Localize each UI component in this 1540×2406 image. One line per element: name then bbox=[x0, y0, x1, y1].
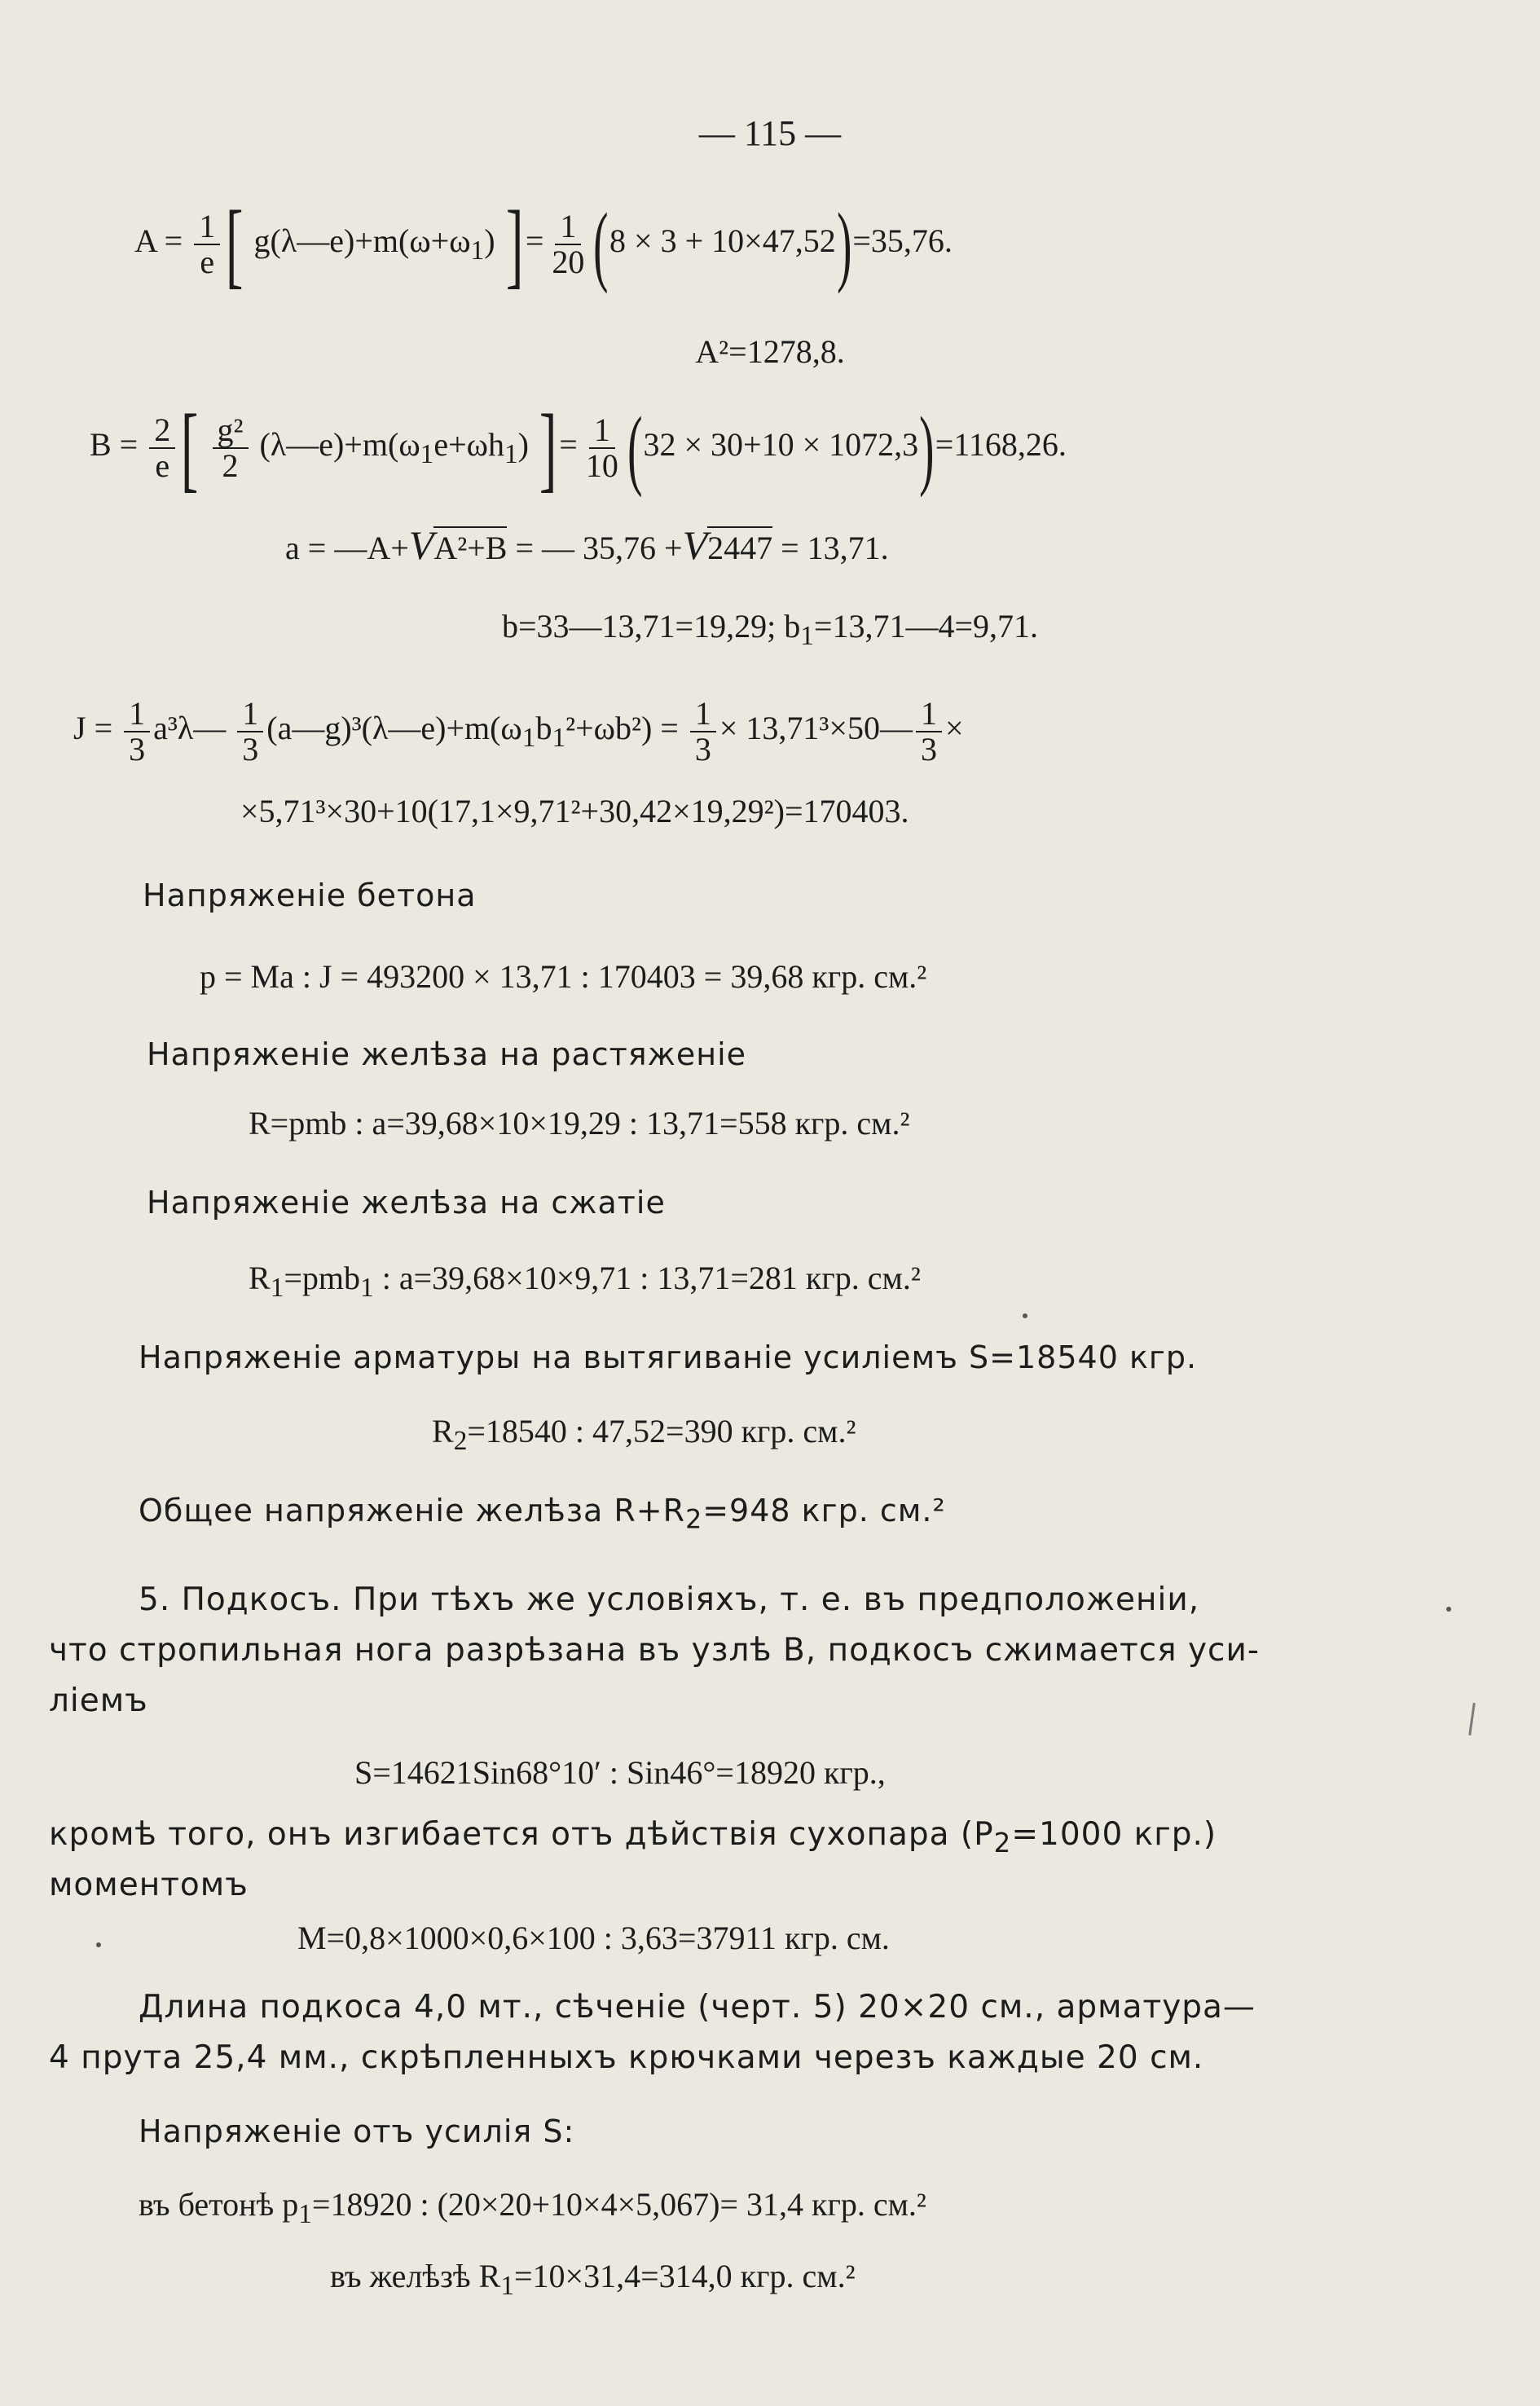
paragraph-6-line-2: моментомъ bbox=[49, 1867, 249, 1903]
equation-B: B = $\frac{2}{e}$ [ $\frac{\text{g²}}{2}$ $(\lambda—e)+m(\omega_1e+\omega h_1)$ ]= $\frac{1}{10}$ (32 × 30+10 × 1072,3)=1168,26. bbox=[90, 394, 1067, 501]
heading-compression-stress: Напряженiе желѣза на сжатiе bbox=[147, 1185, 666, 1221]
equation-R1: $R_1=pmb_1$ : a=39,68×10×9,71 : 13,71=281 кгр. см.² bbox=[249, 1260, 921, 1303]
paragraph-7-line-1: Длина подкоса 4,0 мт., сѣченiе (черт. 5) 20×20 см., арматура— bbox=[139, 1989, 1256, 2026]
page-number: — 115 — bbox=[698, 113, 842, 153]
paragraph-5-line-1: 5. Подкосъ. При тѣхъ же условiяхъ, т. е. въ предположенiи, bbox=[139, 1581, 1200, 1618]
equation-R1-iron: въ желѣзѣ $R_1=10\times 31,4=314,0$ кгр. см.² bbox=[330, 2258, 856, 2301]
equation-J-line2: ×5,71³×30+10(17,1×9,71²+30,42×19,29²)=170403. bbox=[240, 793, 909, 829]
equation-A: A = $\frac{1}{e}$ [ $g(\lambda—e)+m(\omega+\omega_1)$ ]= $\frac{1}{20}$ (8 × 3 + 10×47,52)=35,76. bbox=[134, 191, 953, 297]
equation-R2: $R_2=18540$ : 47,52=390 кгр. см.² bbox=[432, 1413, 856, 1456]
total-iron-stress: Общее напряженiе желѣза $R+R_2=948$ кгр. см.² bbox=[139, 1493, 946, 1535]
equation-J-line1: J = $\frac{1}{3}$ a³λ— $\frac{1}{3}$ $(a—g)^3(\lambda—e)+m(\omega_1b_1^2+\omega b^2)$ = $\frac{1}{3}$ × 13,71³×50— $\frac{1}{3}$ × bbox=[73, 695, 964, 768]
heading-tension-stress: Напряженiе желѣза на растяженiе bbox=[147, 1036, 747, 1072]
paragraph-5-line-3: лiемъ bbox=[49, 1682, 148, 1719]
equation-A-squared: A²=1278,8. bbox=[695, 333, 845, 370]
heading-reinforcement-stress: Напряженiе арматуры на вытягиванiе усилiемъ S=18540 кгр. bbox=[139, 1339, 1198, 1375]
equation-p1: въ бетонѣ $p_1=18920$ : (20×20+10×4×5,067)= 31,4 кгр. см.² bbox=[139, 2186, 926, 2229]
equation-a: a = —A+VA²+B = — 35,76 +V2447 = 13,71. bbox=[285, 522, 889, 568]
equation-S: S=14621Sin68°10′ : Sin46°=18920 кгр., bbox=[354, 1754, 886, 1791]
equation-p: p = Ma : J = 493200 × 13,71 : 170403 = 39,68 кгр. см.² bbox=[200, 958, 927, 995]
paragraph-6-line-1: кромѣ того, онъ изгибается отъ дѣйствiя сухопара ($P_2=1000$ кгр.) bbox=[49, 1816, 1217, 1858]
scan-speck bbox=[1446, 1607, 1451, 1612]
equation-R: R=pmb : a=39,68×10×19,29 : 13,71=558 кгр. см.² bbox=[249, 1105, 910, 1141]
paragraph-7-line-2: 4 прута 25,4 мм., скрѣпленныхъ крючками черезъ каждые 20 см. bbox=[49, 2039, 1204, 2076]
scan-mark bbox=[1468, 1703, 1476, 1735]
equation-b: b=33—13,71=19,29; $b_1=13,71—4=9,71$. bbox=[501, 608, 1039, 651]
scan-speck bbox=[96, 1942, 101, 1947]
heading-concrete-stress: Напряженiе бетона bbox=[143, 878, 477, 913]
heading-force-stress: Напряженiе отъ усилiя S: bbox=[139, 2113, 575, 2149]
paragraph-5-line-2: что стропильная нога разрѣзана въ узлѣ B, подкосъ сжимается уси- bbox=[49, 1632, 1260, 1669]
scan-speck bbox=[1023, 1313, 1027, 1318]
equation-M: M=0,8×1000×0,6×100 : 3,63=37911 кгр. см. bbox=[297, 1920, 890, 1956]
